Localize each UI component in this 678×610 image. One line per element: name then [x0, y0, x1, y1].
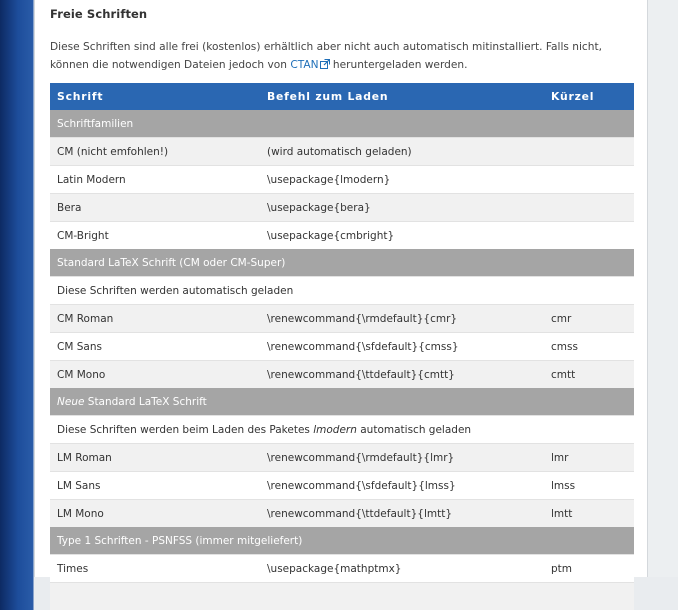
- section-label: [50, 388, 634, 416]
- table-row: [50, 333, 634, 361]
- cell-font: CM Roman: [50, 305, 260, 333]
- cell-command: \renewcommand{\rmdefault}{cmr}: [260, 305, 544, 333]
- cell-command: \renewcommand{\sfdefault}{cmss}: [260, 333, 544, 361]
- intro-text: Diese Schriften sind alle frei (kostenlos) erhältlich aber nicht auch automatisch mitinstalliert. Falls nicht, können die notwendigen Dateien jedoch von: [50, 41, 602, 71]
- cell-short: cmss: [544, 333, 634, 361]
- table-row: [50, 361, 634, 389]
- cell-command: \renewcommand{\ttdefault}{cmtt}: [260, 361, 544, 389]
- cell-short: [544, 166, 634, 194]
- cell-short: lmtt: [544, 500, 634, 528]
- cell-font: LM Roman: [50, 444, 260, 472]
- section-label-italic: Neue: [57, 396, 84, 408]
- cell-short: [544, 138, 634, 166]
- note-text-start: Diese Schriften werden beim Laden des Paketes: [57, 424, 313, 436]
- ctan-link[interactable]: [290, 59, 329, 71]
- cell-short: cmr: [544, 305, 634, 333]
- section-row-new-standard-latex: [50, 388, 634, 416]
- column-header-command: Befehl zum Laden: [260, 83, 544, 110]
- intro-text-end: heruntergeladen werden.: [330, 59, 468, 71]
- fonts-table: [50, 83, 634, 610]
- cell-command: \usepackage{mathptmx}: [260, 555, 544, 583]
- cell-command: \usepackage{bera}: [260, 194, 544, 222]
- section-row-font-families: [50, 110, 634, 138]
- cell-short: lmr: [544, 444, 634, 472]
- cell-command: \usepackage{cmbright}: [260, 222, 544, 250]
- content-panel: [34, 0, 648, 577]
- table-row: [50, 555, 634, 583]
- section-title: Freie Schriften: [50, 7, 147, 21]
- table-row: [50, 138, 634, 166]
- cell-font: Times: [50, 555, 260, 583]
- cell-command: (wird automatisch geladen): [260, 138, 544, 166]
- cell-font: CM Mono: [50, 361, 260, 389]
- section-label: Schriftfamilien: [50, 110, 634, 138]
- cell-font: CM (nicht emfohlen!): [50, 138, 260, 166]
- table-row: [50, 444, 634, 472]
- cell-font: CM-Bright: [50, 222, 260, 250]
- table-header-row: [50, 83, 634, 110]
- table-row: [50, 472, 634, 500]
- note-text: Diese Schriften werden automatisch geladen: [50, 277, 634, 305]
- table-row: [50, 222, 634, 250]
- column-header-short: Kürzel: [544, 83, 634, 110]
- column-header-font: Schrift: [50, 83, 260, 110]
- section-label-rest: Standard LaTeX Schrift: [84, 396, 206, 408]
- table-row: [50, 166, 634, 194]
- cell-short: cmtt: [544, 361, 634, 389]
- note-row: [50, 416, 634, 444]
- cell-font: Latin Modern: [50, 166, 260, 194]
- note-row: [50, 277, 634, 305]
- cell-short: [544, 194, 634, 222]
- cell-font: CM Sans: [50, 333, 260, 361]
- ctan-link-label: CTAN: [290, 59, 318, 71]
- cell-command: \renewcommand{\ttdefault}{lmtt}: [260, 500, 544, 528]
- table-row: [50, 500, 634, 528]
- section-row-standard-latex: [50, 249, 634, 277]
- cell-font: LM Mono: [50, 500, 260, 528]
- section-row-type1-psnfss: [50, 527, 634, 555]
- cell-short: lmss: [544, 472, 634, 500]
- table-row: [50, 194, 634, 222]
- intro-paragraph: [50, 38, 635, 74]
- page-background-right: [648, 0, 678, 577]
- cell-short: ptm: [544, 555, 634, 583]
- cell-command: \renewcommand{\rmdefault}{lmr}: [260, 444, 544, 472]
- external-link-icon: [320, 59, 330, 69]
- note-text: [50, 416, 634, 444]
- table-row-partial: [50, 583, 634, 610]
- table-row: [50, 305, 634, 333]
- section-label: Type 1 Schriften - PSNFSS (immer mitgeliefert): [50, 527, 634, 555]
- note-package-name: lmodern: [313, 424, 357, 436]
- cell-short: [544, 222, 634, 250]
- cell-font: Bera: [50, 194, 260, 222]
- cell-command: \usepackage{lmodern}: [260, 166, 544, 194]
- cell-font: LM Sans: [50, 472, 260, 500]
- note-text-end: automatisch geladen: [357, 424, 471, 436]
- cell-command: \renewcommand{\sfdefault}{lmss}: [260, 472, 544, 500]
- section-label: Standard LaTeX Schrift (CM oder CM-Super): [50, 249, 634, 277]
